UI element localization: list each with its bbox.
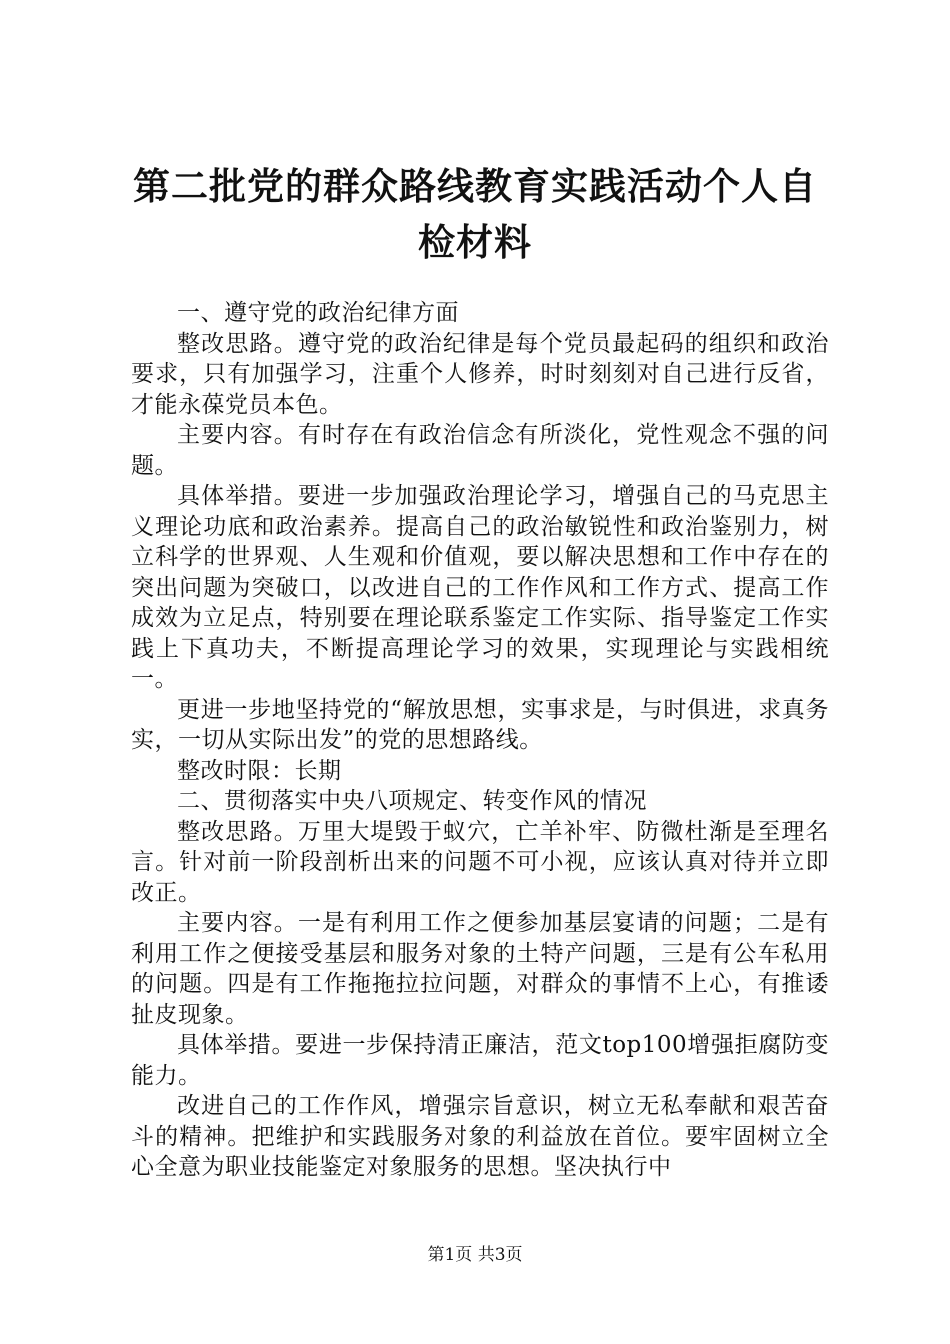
paragraph: 主要内容。有时存在有政治信念有所淡化，党性观念不强的问题。 [131,422,829,479]
paragraph: 整改思路。万里大堤毁于蚁穴，亡羊补牢、防微杜渐是至理名言。针对前一阶段剖析出来的问题不可小视，应该认真对待并立即改正。 [131,818,829,906]
paragraph: 改进自己的工作作风，增强宗旨意识，树立无私奉献和艰苦奋斗的精神。把维护和实践服务对象的利益放在首位。要牢固树立全心全意为职业技能鉴定对象服务的思想。坚决执行中 [131,1093,829,1180]
section-heading-2: 二、贯彻落实中央八项规定、转变作风的情况 [177,788,647,814]
paragraph: 具体举措。要进一步加强政治理论学习，增强自己的马克思主义理论功底和政治素养。提高自己的政治敏锐性和政治鉴别力，树立科学的世界观、人生观和价值观，要以解决思想和工作中存在的突出问题为突破口，以改进自己的工作作风和工作方式、提高工作成效为立足点，特别要在理论联系鉴定工作实际、指导鉴定工作实践上下真功夫，不断提高理论学习的效果，实现理论与实践相统一。 [131,483,829,692]
paragraph: 具体举措。要进一步保持清正廉洁，范文top100增强拒腐防变能力。 [131,1032,829,1089]
section-heading-1: 一、遵守党的政治纪律方面 [177,300,459,326]
page-number-footer: 第1页 共3页 [427,1245,523,1265]
paragraph: 主要内容。一是有利用工作之便参加基层宴请的问题；二是有利用工作之便接受基层和服务对象的土特产问题，三是有公车私用的问题。四是有工作拖拖拉拉问题，对群众的事情不上心，有推诿扯皮现象。 [131,910,829,1028]
paragraph: 更进一步地坚持党的“解放思想，实事求是，与时俱进，求真务实，一切从实际出发”的党的思想路线。 [131,696,829,753]
document-title: 第二批党的群众路线教育实践活动个人自检材料 [133,164,817,264]
paragraph: 整改时限：长期 [177,757,342,784]
document-body [131,298,829,1183]
paragraph: 整改思路。遵守党的政治纪律是每个党员最起码的组织和政治要求，只有加强学习，注重个人修养，时时刻刻对自己进行反省，才能永葆党员本色。 [131,330,829,418]
